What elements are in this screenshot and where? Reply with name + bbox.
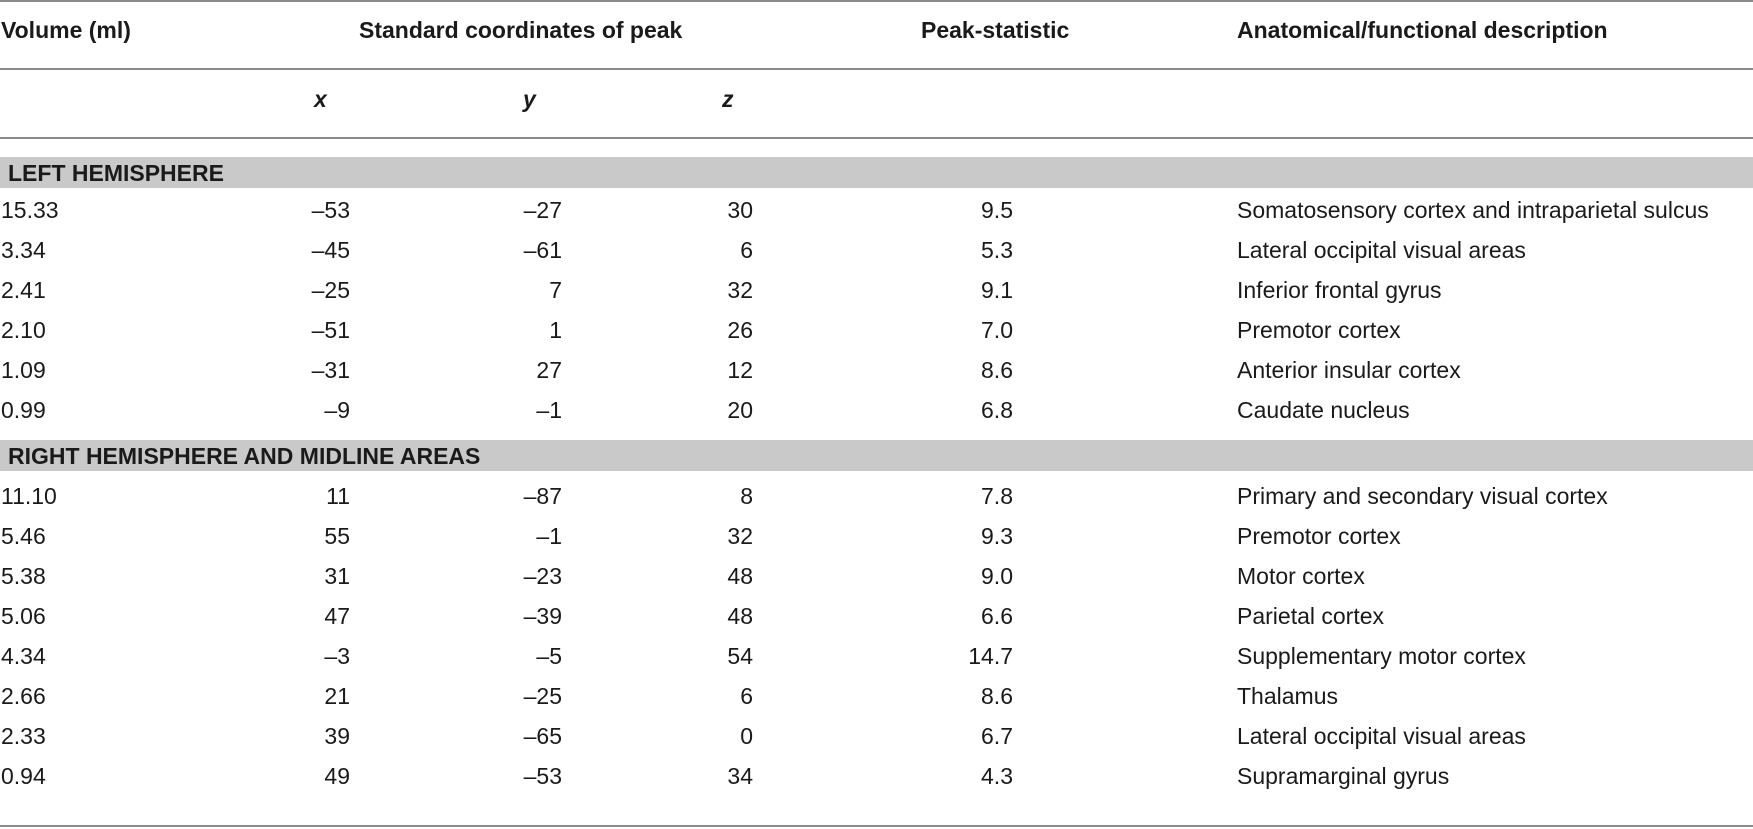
y-cell: –39 xyxy=(523,603,562,629)
volume-cell: 5.46 xyxy=(1,523,46,549)
volume-cell: 0.94 xyxy=(1,763,46,789)
table-row xyxy=(0,515,1753,555)
volume-cell: 1.09 xyxy=(1,357,46,383)
peak-cell: 4.3 xyxy=(981,763,1013,789)
x-cell: –3 xyxy=(324,643,350,669)
y-cell: –23 xyxy=(523,563,562,589)
z-cell: 32 xyxy=(727,523,753,549)
y-cell: –27 xyxy=(523,197,562,223)
table-row xyxy=(0,229,1753,269)
x-cell: –25 xyxy=(311,277,350,303)
table-row xyxy=(0,389,1753,429)
x-cell: –31 xyxy=(311,357,350,383)
z-cell: 6 xyxy=(740,683,753,709)
table-row xyxy=(0,595,1753,635)
x-cell: –45 xyxy=(311,237,350,263)
table-row xyxy=(0,269,1753,309)
peak-cell: 9.3 xyxy=(981,523,1013,549)
volume-cell: 0.99 xyxy=(1,397,46,423)
description-cell: Motor cortex xyxy=(1237,563,1365,589)
peak-cell: 8.6 xyxy=(981,683,1013,709)
volume-cell: 5.06 xyxy=(1,603,46,629)
section-label: RIGHT HEMISPHERE AND MIDLINE AREAS xyxy=(8,443,481,469)
description-cell: Lateral occipital visual areas xyxy=(1237,723,1526,749)
z-cell: 30 xyxy=(727,197,753,223)
peak-cell: 7.8 xyxy=(981,483,1013,509)
peak-cell: 9.5 xyxy=(981,197,1013,223)
y-cell: –1 xyxy=(536,523,562,549)
volume-cell: 4.34 xyxy=(1,643,46,669)
volume-cell: 2.33 xyxy=(1,723,46,749)
header-peak-statistic: Peak-statistic xyxy=(921,17,1070,43)
peak-cell: 9.0 xyxy=(981,563,1013,589)
table-row xyxy=(0,715,1753,755)
header-coordinates: Standard coordinates of peak xyxy=(359,17,683,43)
peak-cell: 8.6 xyxy=(981,357,1013,383)
description-cell: Primary and secondary visual cortex xyxy=(1237,483,1608,509)
top-rule xyxy=(0,0,1753,2)
subheader-z: z xyxy=(722,86,734,112)
table-row xyxy=(0,349,1753,389)
z-cell: 0 xyxy=(740,723,753,749)
z-cell: 26 xyxy=(727,317,753,343)
y-cell: –53 xyxy=(523,763,562,789)
description-cell: Supplementary motor cortex xyxy=(1237,643,1526,669)
table-row xyxy=(0,555,1753,595)
peak-cell: 14.7 xyxy=(968,643,1013,669)
z-cell: 34 xyxy=(727,763,753,789)
peak-cell: 6.7 xyxy=(981,723,1013,749)
z-cell: 48 xyxy=(727,563,753,589)
table-row xyxy=(0,675,1753,715)
y-cell: –5 xyxy=(536,643,562,669)
z-cell: 54 xyxy=(727,643,753,669)
y-cell: –65 xyxy=(523,723,562,749)
volume-cell: 2.41 xyxy=(1,277,46,303)
y-cell: –87 xyxy=(523,483,562,509)
y-cell: 27 xyxy=(536,357,562,383)
volume-cell: 11.10 xyxy=(1,483,57,509)
z-cell: 12 xyxy=(727,357,753,383)
peak-cell: 9.1 xyxy=(981,277,1013,303)
y-cell: –61 xyxy=(523,237,562,263)
x-cell: 31 xyxy=(324,563,350,589)
volume-cell: 2.66 xyxy=(1,683,46,709)
y-cell: –1 xyxy=(536,397,562,423)
header-volume: Volume (ml) xyxy=(1,17,131,43)
description-cell: Caudate nucleus xyxy=(1237,397,1410,423)
y-cell: 7 xyxy=(549,277,562,303)
header-rule xyxy=(0,68,1753,70)
x-cell: 11 xyxy=(326,483,350,509)
peak-cell: 7.0 xyxy=(981,317,1013,343)
z-cell: 20 xyxy=(727,397,753,423)
description-cell: Parietal cortex xyxy=(1237,603,1385,629)
subheader-y: y xyxy=(523,86,536,112)
x-cell: 49 xyxy=(324,763,350,789)
description-cell: Thalamus xyxy=(1237,683,1338,709)
peak-cell: 6.8 xyxy=(981,397,1013,423)
description-cell: Lateral occipital visual areas xyxy=(1237,237,1526,263)
table-row xyxy=(0,475,1753,515)
bottom-rule xyxy=(0,825,1753,827)
x-cell: 21 xyxy=(324,683,350,709)
table-row xyxy=(0,189,1753,229)
x-cell: –51 xyxy=(311,317,350,343)
table-row xyxy=(0,755,1753,795)
section-band-right-hemisphere xyxy=(0,440,1753,471)
table-row xyxy=(0,635,1753,675)
description-cell: Premotor cortex xyxy=(1237,523,1401,549)
x-cell: 55 xyxy=(324,523,350,549)
subheader-x: x xyxy=(314,86,327,112)
y-cell: –25 xyxy=(523,683,562,709)
header-description: Anatomical/functional description xyxy=(1237,17,1608,43)
section-band-left-hemisphere xyxy=(0,157,1753,188)
section-label: LEFT HEMISPHERE xyxy=(8,160,224,186)
description-cell: Inferior frontal gyrus xyxy=(1237,277,1442,303)
volume-cell: 15.33 xyxy=(1,197,59,223)
table-row xyxy=(0,309,1753,349)
volume-cell: 2.10 xyxy=(1,317,46,343)
peak-cell: 6.6 xyxy=(981,603,1013,629)
x-cell: –53 xyxy=(311,197,350,223)
z-cell: 48 xyxy=(727,603,753,629)
x-cell: 47 xyxy=(324,603,350,629)
x-cell: –9 xyxy=(324,397,350,423)
y-cell: 1 xyxy=(549,317,562,343)
subheader-rule xyxy=(0,137,1753,139)
description-cell: Somatosensory cortex and intraparietal sulcus xyxy=(1237,197,1709,223)
volume-cell: 5.38 xyxy=(1,563,46,589)
description-cell: Premotor cortex xyxy=(1237,317,1401,343)
z-cell: 32 xyxy=(727,277,753,303)
description-cell: Supramarginal gyrus xyxy=(1237,763,1450,789)
volume-cell: 3.34 xyxy=(1,237,46,263)
peak-cell: 5.3 xyxy=(981,237,1013,263)
description-cell: Anterior insular cortex xyxy=(1237,357,1461,383)
z-cell: 8 xyxy=(740,483,753,509)
x-cell: 39 xyxy=(324,723,350,749)
z-cell: 6 xyxy=(740,237,753,263)
